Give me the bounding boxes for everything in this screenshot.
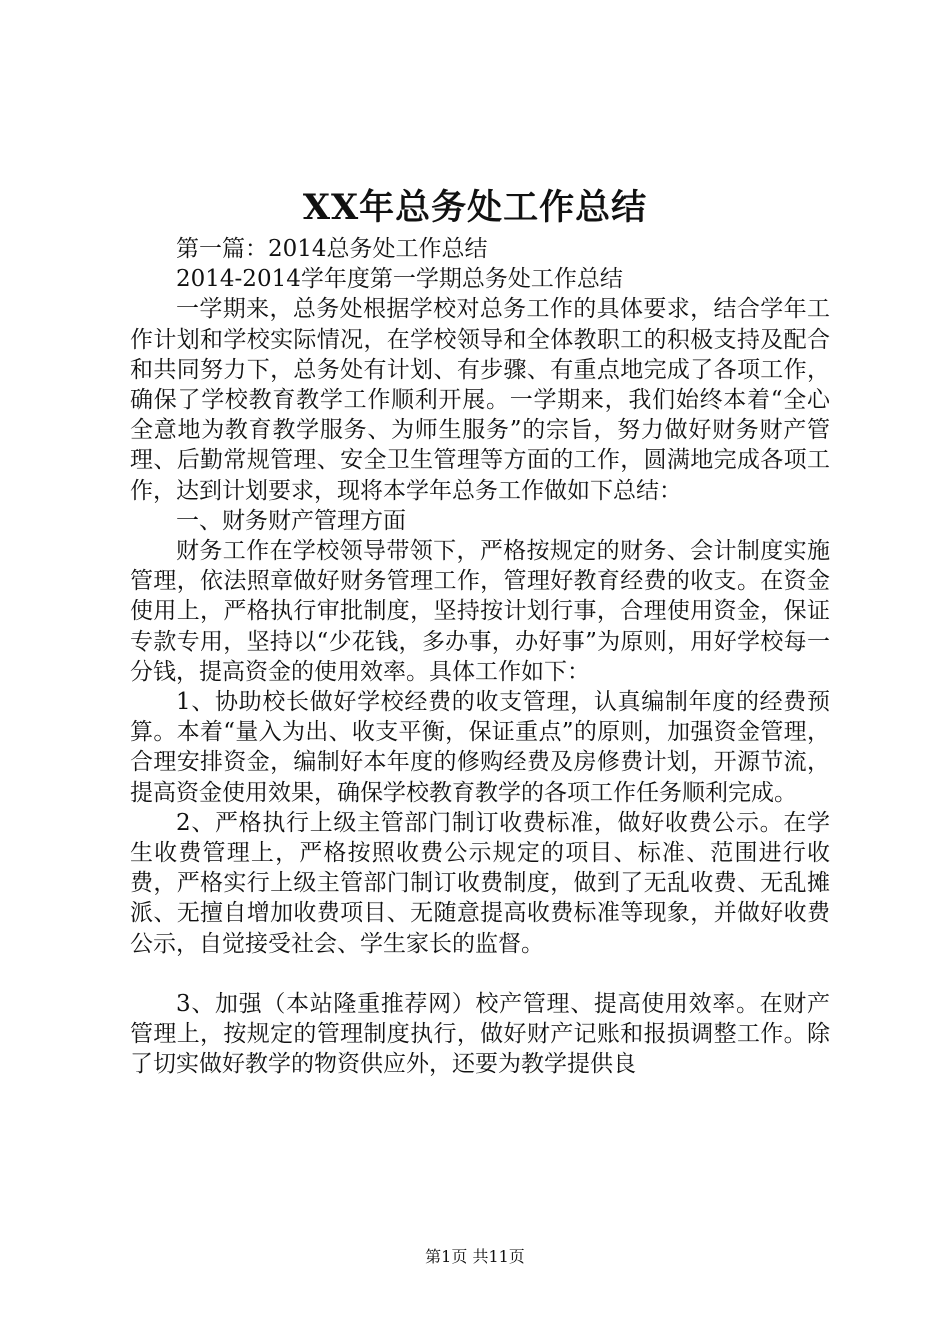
paragraph: 1、协助校长做好学校经费的收支管理，认真编制年度的经费预算。本着“量入为出、收支平衡，保证重点”的原则，加强资金管理，合理安排资金，编制好本年度的修购经费及房修费计划，开源节流，提高资金使用效果，确保学校教育教学的各项工作任务顺利完成。 <box>130 689 830 806</box>
page-footer: 第1页 共11页 <box>425 1247 525 1266</box>
section-heading: 一、财务财产管理方面 <box>176 507 406 534</box>
document-title: XX年总务处工作总结 <box>302 187 648 228</box>
section-heading: 第一篇：2014总务处工作总结 <box>176 236 488 262</box>
paragraph: 2、严格执行上级主管部门制订收费标准，做好收费公示。在学生收费管理上，严格按照收费公示规定的项目、标准、范围进行收费，严格实行上级主管部门制订收费制度，做到了无乱收费、无乱摊派、无擅自增加收费项目、无随意提高收费标准等现象，并做好收费公示，自觉接受社会、学生家长的监督。 <box>130 809 830 957</box>
subtitle: 2014-2014学年度第一学期总务处工作总结 <box>176 266 623 293</box>
paragraph: 3、加强（本站隆重推荐网）校产管理、提高使用效率。在财产管理上，按规定的管理制度执行，做好财产记账和报损调整工作。除了切实做好教学的物资供应外，还要为教学提供良 <box>130 990 830 1078</box>
paragraph: 一学期来，总务处根据学校对总务工作的具体要求，结合学年工作计划和学校实际情况，在学校领导和全体教职工的积极支持及配合和共同努力下，总务处有计划、有步骤、有重点地完成了各项工作，确保了学校教育教学工作顺利开展。一学期来，我们始终本着“全心全意地为教育教学服务、为师生服务”的宗旨，努力做好财务财产管理、后勤常规管理、安全卫生管理等方面的工作，圆满地完成各项工作，达到计划要求，现将本学年总务工作做如下总结： <box>130 296 830 504</box>
paragraph: 财务工作在学校领导带领下，严格按规定的财务、会计制度实施管理，依法照章做好财务管理工作，管理好教育经费的收支。在资金使用上，严格执行审批制度，坚持按计划行事，合理使用资金，保证专款专用，坚持以“少花钱，多办事，办好事”为原则，用好学校每一分钱，提高资金的使用效率。具体工作如下： <box>130 538 830 685</box>
document-body <box>130 234 830 1079</box>
